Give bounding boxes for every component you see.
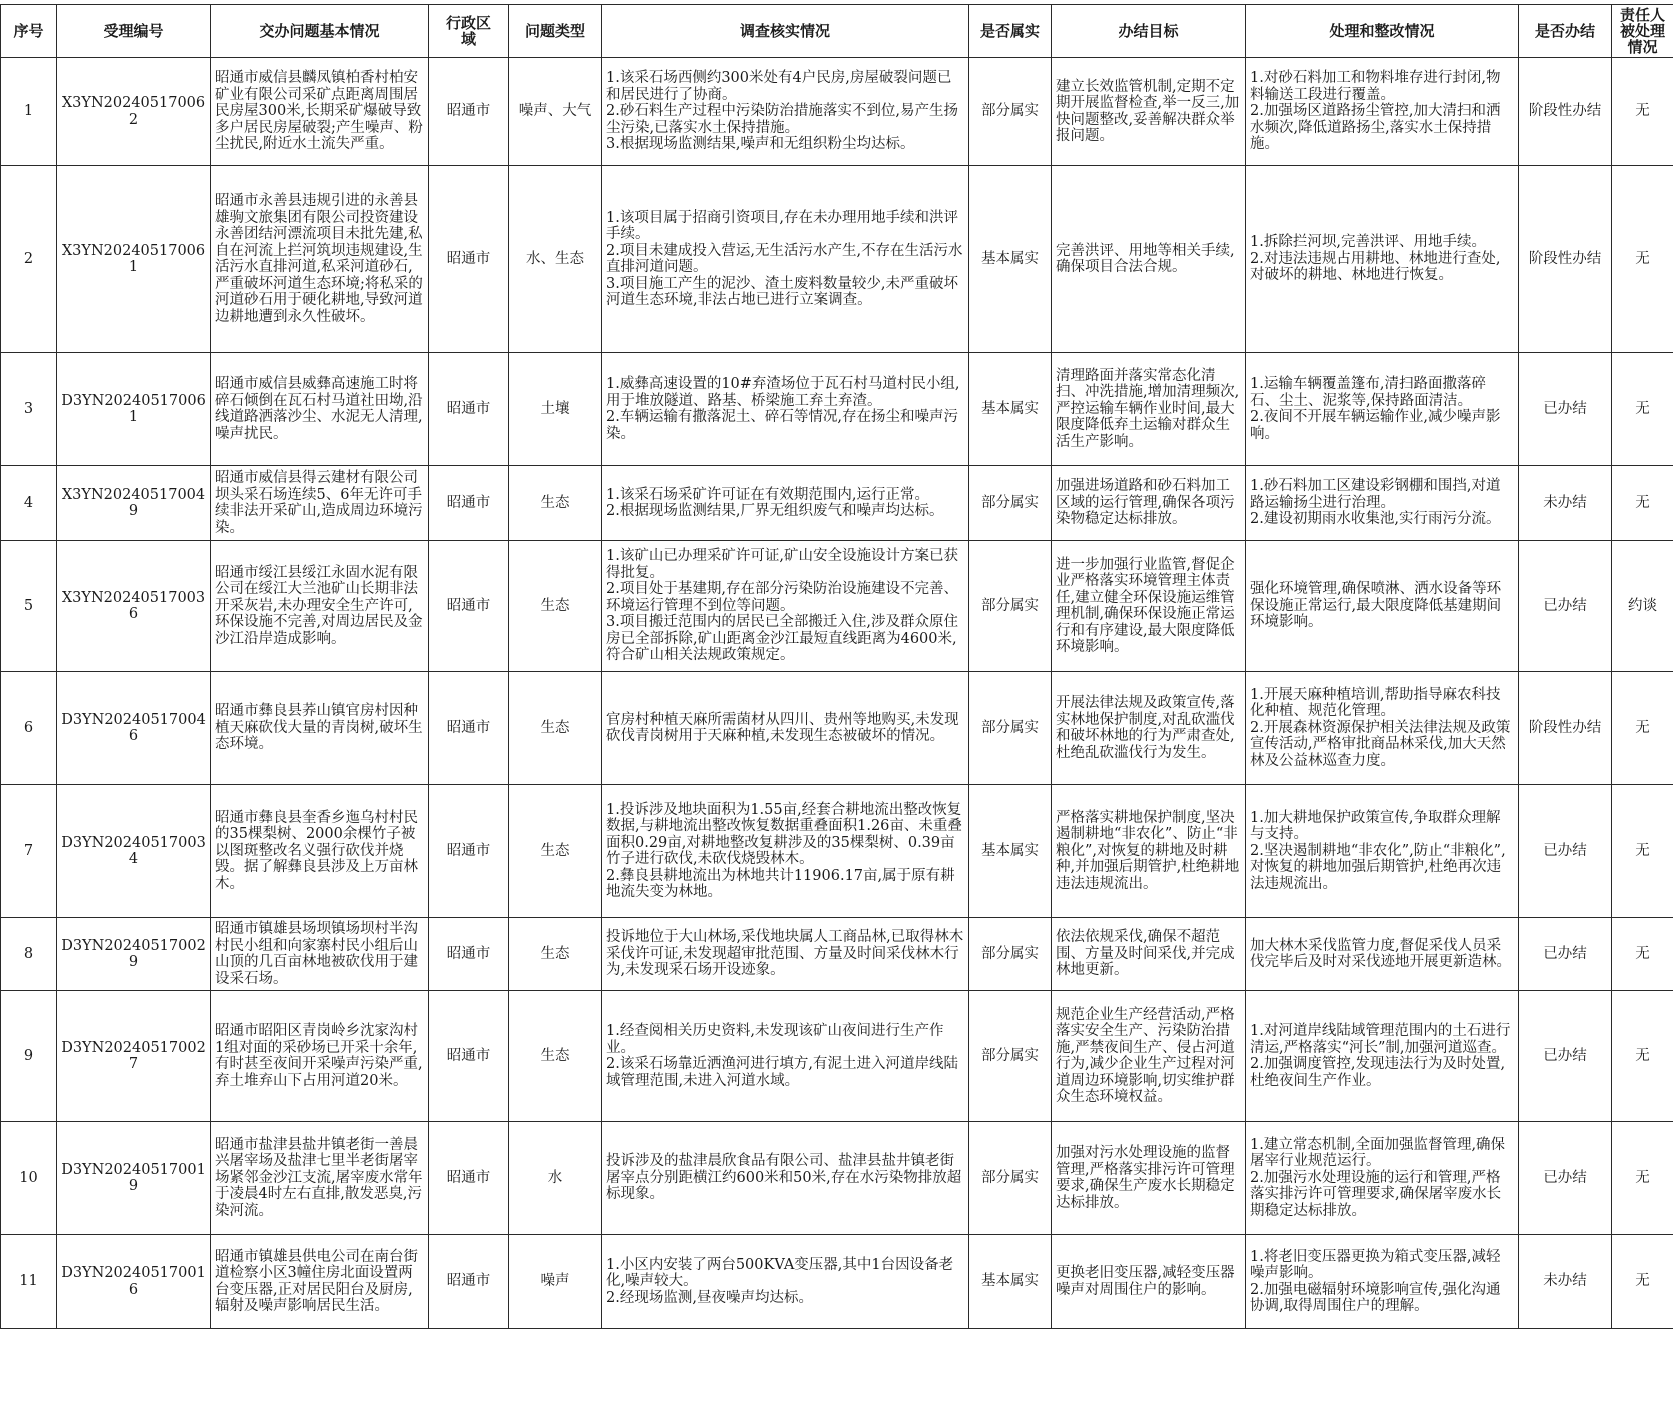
goal: 加强对污水处理设施的监督管理,严格落实排污许可管理要求,确保生产废水长期稳定达标排放。 (1052, 1122, 1246, 1235)
verified-status: 基本属实 (969, 1235, 1052, 1329)
findings (602, 166, 969, 353)
verified-status: 部分属实 (969, 58, 1052, 166)
findings-item: 2.经现场监测,昼夜噪声均达标。 (606, 1289, 813, 1306)
region: 昭通市 (429, 1122, 509, 1235)
row-number: 10 (1, 1122, 57, 1235)
findings (602, 466, 969, 541)
verified-status: 基本属实 (969, 785, 1052, 918)
actions-item: 1.对河道岸线陆域管理范围内的土石进行清运,严格落实“河长”制,加强河道巡查。 (1250, 1023, 1511, 1056)
findings-item: 1.投诉涉及地块面积为1.55亩,经套合耕地流出整改恢复数据,与耕地流出整改恢复数据重叠面积1.26亩、未重叠面积0.29亩,对耕地整改复耕涉及的35棵梨树、0.39亩竹子进行砍伐,未砍伐烧毁林木。 (606, 801, 962, 867)
row-number: 6 (1, 672, 57, 785)
actions (1246, 353, 1519, 466)
findings-item: 官房村种植天麻所需菌材从四川、贵州等地购买,未发现砍伐青岗树用于天麻种植,未发现生态被破坏的情况。 (606, 711, 959, 744)
case-id: D3YN202405170019 (57, 1122, 211, 1235)
findings-item: 1.威彝高速设置的10#弃渣场位于瓦石村马道村民小组,用于堆放隧道、路基、桥梁施工弃土弃渣。 (606, 376, 960, 409)
table-row (1, 991, 1673, 1122)
issue-description: 昭通市威信县得云建材有限公司坝头采石场连续5、6年无许可手续非法开采矿山,造成周边环境污染。 (211, 466, 429, 541)
verified-status: 基本属实 (969, 166, 1052, 353)
issue-type: 噪声 (509, 1235, 602, 1329)
punishment: 无 (1612, 1122, 1673, 1235)
table-body (1, 58, 1673, 1329)
table-row (1, 166, 1673, 353)
table-row (1, 918, 1673, 991)
row-number: 2 (1, 166, 57, 353)
region: 昭通市 (429, 541, 509, 672)
findings-item: 投诉地位于大山林场,采伐地块属人工商品林,已取得林木采伐许可证,未发现超审批范围、方量及时间采伐林木行为,未发现采石场开设迹象。 (606, 929, 964, 979)
region: 昭通市 (429, 918, 509, 991)
closure-status: 阶段性办结 (1519, 166, 1612, 353)
closure-status: 已办结 (1519, 918, 1612, 991)
goal: 严格落实耕地保护制度,坚决遏制耕地“非农化”、防止“非粮化”,对恢复的耕地及时耕种,并加强后期管护,杜绝耕地违法违规流出。 (1052, 785, 1246, 918)
actions (1246, 466, 1519, 541)
punishment: 无 (1612, 166, 1673, 353)
case-id: X3YN202405170062 (57, 58, 211, 166)
findings (602, 918, 969, 991)
punishment: 无 (1612, 58, 1673, 166)
goal: 清理路面并落实常态化清扫、冲洗措施,增加清理频次,严控运输车辆作业时间,最大限度降低弃土运输对群众生活生产影响。 (1052, 353, 1246, 466)
actions (1246, 1235, 1519, 1329)
header-issue: 交办问题基本情况 (211, 5, 429, 58)
actions (1246, 541, 1519, 672)
issue-type: 生态 (509, 672, 602, 785)
closure-status: 阶段性办结 (1519, 58, 1612, 166)
region: 昭通市 (429, 672, 509, 785)
actions (1246, 918, 1519, 991)
actions-item: 2.加强污水处理设施的运行和管理,严格落实排污许可管理要求,确保屠宰废水长期稳定达标排放。 (1250, 1169, 1502, 1219)
actions-item: 1.将老旧变压器更换为箱式变压器,减轻噪声影响。 (1250, 1248, 1501, 1281)
verified-status: 部分属实 (969, 672, 1052, 785)
issue-description: 昭通市永善县违规引进的永善县雄驹文旅集团有限公司投资建设永善团结河漂流项目未批先建,私自在河流上拦河筑坝违规建设,生活污水直排河道,私采河道砂石,严重破坏河道生态环境;将私采的河道砂石用于硬化耕地,导致河道边耕地遭到永久性破坏。 (211, 166, 429, 353)
punishment: 无 (1612, 991, 1673, 1122)
issue-type: 土壤 (509, 353, 602, 466)
case-id: D3YN202405170029 (57, 918, 211, 991)
header-closed: 是否办结 (1519, 5, 1612, 58)
actions (1246, 58, 1519, 166)
header-actions: 处理和整改情况 (1246, 5, 1519, 58)
issue-description: 昭通市彝良县奎香乡迤乌村村民的35棵梨树、2000余棵竹子被以图斑整改名义强行砍伐并烧毁。据了解彝良县涉及上万亩林木。 (211, 785, 429, 918)
findings-item: 3.根据现场监测结果,噪声和无组织粉尘均达标。 (606, 136, 915, 153)
findings-item: 2.该采石场靠近洒渔河进行填方,有泥土进入河道岸线陆域管理范围,未进入河道水域。 (606, 1056, 958, 1089)
findings-item: 1.该采石场西侧约300米处有4户民房,房屋破裂问题已和居民进行了协商。 (606, 70, 952, 103)
issue-type: 噪声、大气 (509, 58, 602, 166)
row-number: 4 (1, 466, 57, 541)
closure-status: 已办结 (1519, 353, 1612, 466)
findings-item: 2.砂石料生产过程中污染防治措施落实不到位,易产生扬尘污染,已落实水土保持措施。 (606, 103, 958, 136)
findings-item: 投诉涉及的盐津晨欣食品有限公司、盐津县盐井镇老街屠宰点分别距横江约600米和50米,存在水污染物排放超标现象。 (606, 1153, 962, 1203)
punishment: 无 (1612, 1235, 1673, 1329)
table-row (1, 466, 1673, 541)
issue-type: 水 (509, 1122, 602, 1235)
actions-item: 1.建立常态机制,全面加强监督管理,确保屠宰行业规范运行。 (1250, 1136, 1506, 1170)
region: 昭通市 (429, 785, 509, 918)
actions-item: 2.加强场区道路扬尘管控,加大清扫和洒水频次,降低道路扬尘,落实水土保持措施。 (1250, 103, 1501, 153)
case-id: D3YN202405170061 (57, 353, 211, 466)
findings-item: 1.经查阅相关历史资料,未发现该矿山夜间进行生产作业。 (606, 1023, 944, 1056)
actions-item: 2.建设初期雨水收集池,实行雨污分流。 (1250, 511, 1501, 528)
actions (1246, 1122, 1519, 1235)
issue-type: 生态 (509, 466, 602, 541)
closure-status: 阶段性办结 (1519, 672, 1612, 785)
region: 昭通市 (429, 166, 509, 353)
row-number: 5 (1, 541, 57, 672)
row-number: 11 (1, 1235, 57, 1329)
punishment: 无 (1612, 918, 1673, 991)
row-number: 9 (1, 991, 57, 1122)
case-id: X3YN202405170036 (57, 541, 211, 672)
issue-description: 昭通市绥江县绥江永固水泥有限公司在绥江大兰池矿山长期非法开采灰岩,未办理安全生产许可,环保设施不完善,对周边居民及金沙江沿岸造成影响。 (211, 541, 429, 672)
header-goal: 办结目标 (1052, 5, 1246, 58)
actions-item: 2.对违法违规占用耕地、林地进行查处,对破坏的耕地、林地进行恢复。 (1250, 250, 1501, 284)
findings (602, 58, 969, 166)
punishment: 无 (1612, 672, 1673, 785)
issue-type: 生态 (509, 991, 602, 1122)
actions-item: 1.拆除拦河坝,完善洪评、用地手续。 (1250, 234, 1486, 251)
issue-description: 昭通市彝良县荞山镇官房村因种植天麻砍伐大量的青岗树,破坏生态环境。 (211, 672, 429, 785)
header-region: 行政区域 (429, 5, 509, 58)
verified-status: 部分属实 (969, 466, 1052, 541)
closure-status: 已办结 (1519, 785, 1612, 918)
case-id: X3YN202405170061 (57, 166, 211, 353)
findings-item: 1.该矿山已办理采矿许可证,矿山安全设施设计方案已获得批复。 (606, 548, 958, 581)
actions-item: 2.加强电磁辐射环境影响宣传,强化沟通协调,取得周围住户的理解。 (1250, 1281, 1501, 1314)
findings-item: 1.该采石场采矿许可证在有效期范围内,运行正常。 (606, 486, 929, 503)
header-findings: 调查核实情况 (602, 5, 969, 58)
findings (602, 672, 969, 785)
findings (602, 1235, 969, 1329)
table-row (1, 785, 1673, 918)
actions (1246, 991, 1519, 1122)
findings-item: 1.该项目属于招商引资项目,存在未办理用地手续和洪评手续。 (606, 209, 958, 242)
findings-item: 2.根据现场监测结果,厂界无组织废气和噪声均达标。 (606, 503, 944, 519)
table-header-row (1, 5, 1673, 58)
actions-item: 强化环境管理,确保喷淋、洒水设备等环保设施正常运行,最大限度降低基建期间环境影响。 (1250, 581, 1502, 631)
actions (1246, 785, 1519, 918)
actions-item: 2.夜间不开展车辆运输作业,减少噪声影响。 (1250, 409, 1501, 442)
table-row (1, 672, 1673, 785)
region: 昭通市 (429, 991, 509, 1122)
issue-type: 生态 (509, 918, 602, 991)
actions-item: 1.加大耕地保护政策宣传,争取群众理解与支持。 (1250, 809, 1501, 843)
header-id: 受理编号 (57, 5, 211, 58)
case-id: D3YN202405170034 (57, 785, 211, 918)
goal: 进一步加强行业监管,督促企业严格落实环境管理主体责任,建立健全环保设施运维管理机制,确保环保设施正常运行和有序建设,最大限度降低环境影响。 (1052, 541, 1246, 672)
goal: 更换老旧变压器,减轻变压器噪声对周围住户的影响。 (1052, 1235, 1246, 1329)
findings (602, 785, 969, 918)
closure-status: 已办结 (1519, 1122, 1612, 1235)
verified-status: 部分属实 (969, 918, 1052, 991)
issue-type: 生态 (509, 541, 602, 672)
header-type: 问题类型 (509, 5, 602, 58)
header-punish: 责任人被处理情况 (1612, 5, 1673, 58)
goal: 完善洪评、用地等相关手续,确保项目合法合规。 (1052, 166, 1246, 353)
issue-description: 昭通市威信县威彝高速施工时将碎石倾倒在瓦石村马道社田坳,沿线道路洒落沙尘、水泥无人清理,噪声扰民。 (211, 353, 429, 466)
punishment: 无 (1612, 466, 1673, 541)
issue-description: 昭通市昭阳区青岗岭乡沈家沟村1组对面的采砂场已开采十余年,有时甚至夜间开采噪声污染严重,弃土堆弃山下占用河道20米。 (211, 991, 429, 1122)
goal: 建立长效监管机制,定期不定期开展监督检查,举一反三,加快问题整改,妥善解决群众举报问题。 (1052, 58, 1246, 166)
case-id: D3YN202405170016 (57, 1235, 211, 1329)
table-row (1, 541, 1673, 672)
actions (1246, 166, 1519, 353)
findings-item: 1.小区内安装了两台500KVA变压器,其中1台因设备老化,噪声较大。 (606, 1256, 954, 1290)
table-row (1, 1235, 1673, 1329)
issue-type: 水、生态 (509, 166, 602, 353)
row-number: 8 (1, 918, 57, 991)
issue-description: 昭通市盐津县盐井镇老街一善晨兴屠宰场及盐津七里半老街屠宰场紧邻金沙江支流,屠宰废水常年于凌晨4时左右直排,散发恶臭,污染河流。 (211, 1122, 429, 1235)
closure-status: 已办结 (1519, 991, 1612, 1122)
region: 昭通市 (429, 58, 509, 166)
row-number: 1 (1, 58, 57, 166)
findings (602, 353, 969, 466)
actions-item: 加大林木采伐监管力度,督促采伐人员采伐完毕后及时对采伐迹地开展更新造林。 (1250, 937, 1511, 970)
actions-item: 1.运输车辆覆盖篷布,清扫路面撒落碎石、尘土、泥浆等,保持路面清洁。 (1250, 376, 1486, 409)
actions-item: 2.加强调度管控,发现违法行为及时处置,杜绝夜间生产作业。 (1250, 1056, 1506, 1089)
issue-description: 昭通市镇雄县供电公司在南台街道检察小区3幢住房北面设置两台变压器,正对居民阳台及厨房,辐射及噪声影响居民生活。 (211, 1235, 429, 1329)
verified-status: 基本属实 (969, 353, 1052, 466)
actions-item: 1.开展天麻种植培训,帮助指导麻农科技化种植、规范化管理。 (1250, 686, 1501, 720)
goal: 依法依规采伐,确保不超范围、方量及时间采伐,并完成林地更新。 (1052, 918, 1246, 991)
issue-type: 生态 (509, 785, 602, 918)
case-id: D3YN202405170027 (57, 991, 211, 1122)
closure-status: 未办结 (1519, 1235, 1612, 1329)
row-number: 7 (1, 785, 57, 918)
findings-item: 2.项目未建成投入营运,无生活污水产生,不存在生活污水直排河道问题。 (606, 242, 963, 275)
punishment: 约谈 (1612, 541, 1673, 672)
region: 昭通市 (429, 353, 509, 466)
table-row (1, 353, 1673, 466)
punishment: 无 (1612, 353, 1673, 466)
case-table (0, 4, 1673, 1329)
findings-item: 3.项目搬迁范围内的居民已全部搬迁入住,涉及群众原住房已全部拆除,矿山距离金沙江最短直线距离为4600米,符合矿山相关法规政策规定。 (606, 614, 958, 664)
region: 昭通市 (429, 466, 509, 541)
verified-status: 部分属实 (969, 541, 1052, 672)
issue-description: 昭通市威信县麟凤镇柏香村柏安矿业有限公司采矿点距离周围居民房屋300米,长期采矿爆破导致多户居民房屋破裂;产生噪声、粉尘扰民,附近水土流失严重。 (211, 58, 429, 166)
closure-status: 已办结 (1519, 541, 1612, 672)
actions-item: 2.开展森林资源保护相关法律法规及政策宣传活动,严格审批商品林采伐,加大天然林及公益林巡查力度。 (1250, 719, 1511, 769)
actions-item: 1.对砂石料加工和物料堆存进行封闭,物料输送工段进行覆盖。 (1250, 70, 1501, 103)
case-id: D3YN202405170046 (57, 672, 211, 785)
punishment: 无 (1612, 785, 1673, 918)
table-row (1, 58, 1673, 166)
actions-item: 1.砂石料加工区建设彩钢棚和围挡,对道路运输扬尘进行治理。 (1250, 478, 1501, 511)
issue-description: 昭通市镇雄县场坝镇场坝村半沟村民小组和向家寨村民小组后山山顶的几百亩林地被砍伐用于建设采石场。 (211, 918, 429, 991)
header-no: 序号 (1, 5, 57, 58)
case-id: X3YN202405170049 (57, 466, 211, 541)
actions (1246, 672, 1519, 785)
actions-item: 2.坚决遏制耕地“非农化”,防止“非粮化”,对恢复的耕地加强后期管护,杜绝再次违法违规流出。 (1250, 842, 1506, 892)
table-row (1, 1122, 1673, 1235)
findings-item: 2.彝良县耕地流出为林地共计11906.17亩,属于原有耕地流失变为林地。 (606, 867, 955, 900)
goal: 规范企业生产经营活动,严格落实安全生产、污染防治措施,严禁夜间生产、侵占河道行为,减少企业生产过程对河道周边环境影响,切实维护群众生态环境权益。 (1052, 991, 1246, 1122)
findings-item: 2.项目处于基建期,存在部分污染防治设施建设不完善、环境运行管理不到位等问题。 (606, 581, 958, 614)
closure-status: 未办结 (1519, 466, 1612, 541)
header-true: 是否属实 (969, 5, 1052, 58)
goal: 开展法律法规及政策宣传,落实林地保护制度,对乱砍滥伐和破坏林地的行为严肃查处,杜绝乱砍滥伐行为发生。 (1052, 672, 1246, 785)
goal: 加强进场道路和砂石料加工区域的运行管理,确保各项污染物稳定达标排放。 (1052, 466, 1246, 541)
findings (602, 991, 969, 1122)
verified-status: 部分属实 (969, 991, 1052, 1122)
findings-item: 2.车辆运输有撒落泥土、碎石等情况,存在扬尘和噪声污染。 (606, 409, 958, 442)
findings (602, 541, 969, 672)
findings (602, 1122, 969, 1235)
region: 昭通市 (429, 1235, 509, 1329)
verified-status: 部分属实 (969, 1122, 1052, 1235)
row-number: 3 (1, 353, 57, 466)
findings-item: 3.项目施工产生的泥沙、渣土废料数量较少,未严重破坏河道生态环境,非法占地已进行立案调查。 (606, 275, 958, 308)
